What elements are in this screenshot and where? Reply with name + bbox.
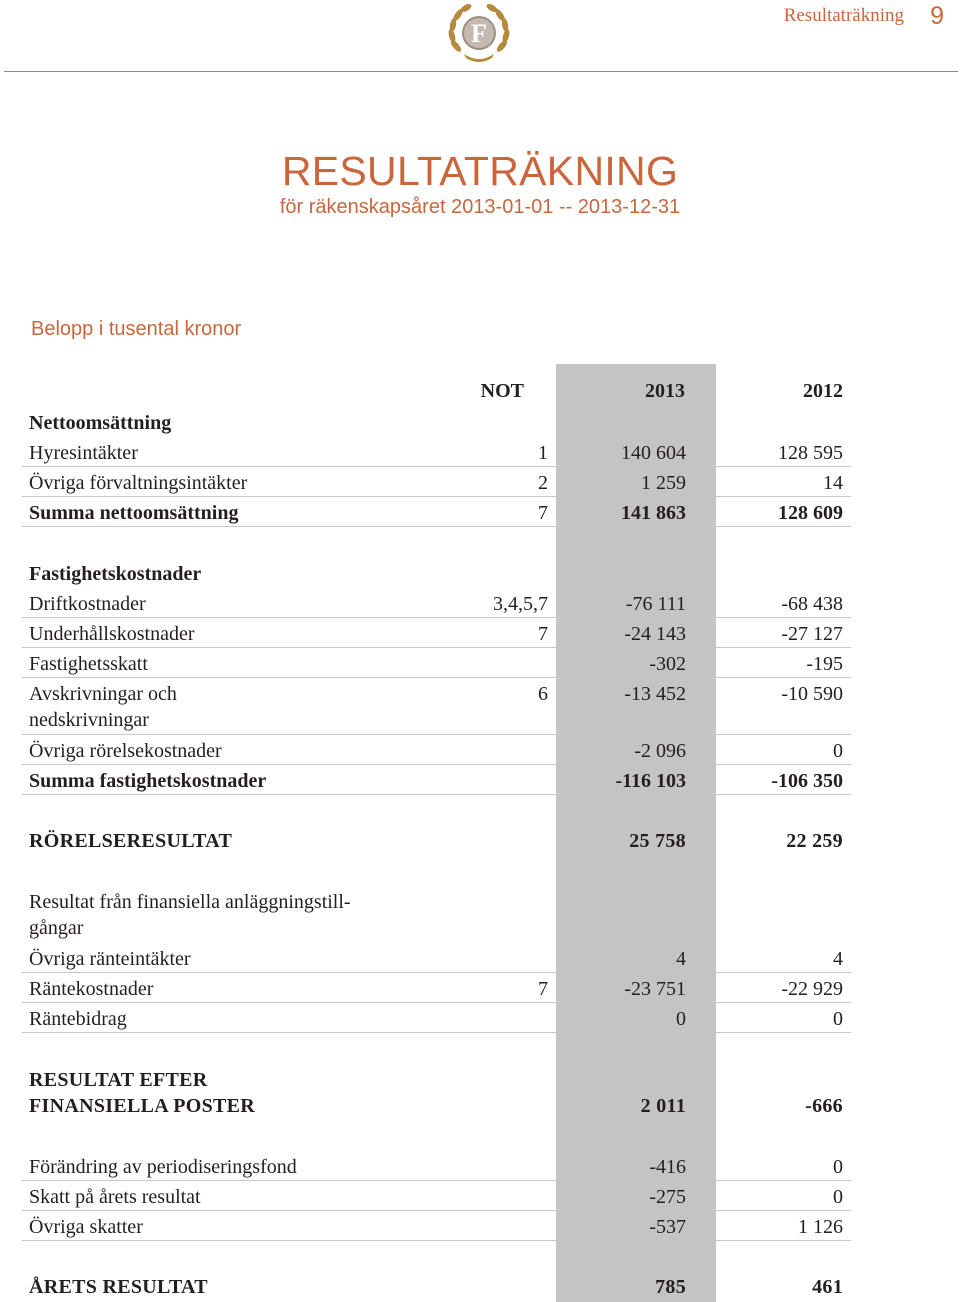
- row-value-2013: -537: [649, 1216, 686, 1238]
- row-value-2012: 22 259: [786, 830, 843, 852]
- row-label-line: RESULTAT EFTER: [29, 1069, 208, 1091]
- row-value-2012: 0: [833, 1156, 843, 1178]
- row-label: Övriga skatter: [29, 1216, 143, 1238]
- row-label: Hyresintäkter: [29, 442, 138, 464]
- row-label: Övriga förvaltningsintäkter: [29, 472, 248, 494]
- column-header-not: NOT: [480, 380, 524, 402]
- row-label: Förändring av periodiseringsfond: [29, 1156, 297, 1178]
- row-label: Summa fastighetskostnader: [29, 770, 267, 792]
- row-note: 2: [538, 472, 548, 494]
- row-label: Summa nettoomsättning: [29, 502, 239, 524]
- row-value-2012: 0: [833, 1186, 843, 1208]
- row-note: 6: [538, 683, 548, 705]
- row-label: RÖRELSERESULTAT: [29, 830, 233, 852]
- row-label-line: Avskrivningar och: [29, 683, 177, 705]
- column-header-2013: 2013: [645, 380, 685, 402]
- row-value-2012: 4: [833, 948, 843, 970]
- row-label-line: FINANSIELLA POSTER: [29, 1095, 256, 1117]
- row-note: 3,4,5,7: [493, 593, 548, 615]
- row-label: Fastighetsskatt: [29, 653, 148, 675]
- row-note: 1: [538, 442, 548, 464]
- row-label: [29, 681, 177, 733]
- table-row: [22, 437, 851, 467]
- row-label: Fastighetskostnader: [29, 563, 202, 585]
- row-value-2012: -106 350: [771, 770, 843, 792]
- row-value-2013: 0: [676, 1008, 686, 1030]
- table-row: [22, 1003, 851, 1033]
- table-row: [22, 735, 851, 765]
- row-value-2012: -666: [805, 1095, 843, 1117]
- section-heading-nettoomsattning: [22, 407, 851, 437]
- row-value-2012: 128 609: [778, 502, 843, 524]
- row-label-line: gångar: [29, 917, 84, 939]
- row-value-2013: -23 751: [624, 978, 686, 1000]
- row-value-2013: -302: [649, 653, 686, 675]
- row-label-line: Resultat från finansiella anläggningstill-: [29, 891, 351, 913]
- row-value-2013: 140 604: [621, 442, 686, 464]
- row-value-2013: -116 103: [615, 770, 686, 792]
- page-number: 9: [930, 2, 944, 30]
- row-value-2012: -68 438: [781, 593, 843, 615]
- row-label: Skatt på årets resultat: [29, 1186, 201, 1208]
- row-note: 7: [538, 978, 548, 1000]
- row-label: [29, 1067, 255, 1119]
- unit-note: Belopp i tusental kronor: [31, 318, 242, 340]
- table-row: [22, 973, 851, 1003]
- section-heading-finansiella: [22, 886, 851, 942]
- row-label: Underhållskostnader: [29, 623, 195, 645]
- row-value-2012: 14: [823, 472, 843, 494]
- row-value-2013: 2 011: [640, 1095, 686, 1117]
- row-label: Räntebidrag: [29, 1008, 127, 1030]
- row-note: 7: [538, 502, 548, 524]
- row-value-2012: 0: [833, 1008, 843, 1030]
- laurel-logo-icon: [444, 2, 514, 68]
- row-value-2013: -24 143: [624, 623, 686, 645]
- row-value-2013: -76 111: [625, 593, 686, 615]
- row-label: [29, 889, 351, 941]
- row-value-2013: -13 452: [624, 683, 686, 705]
- row-label: Övriga rörelsekostnader: [29, 740, 222, 762]
- row-value-2013: 4: [676, 948, 686, 970]
- summary-row: [22, 765, 851, 795]
- header-divider: [4, 71, 958, 72]
- row-value-2013: 785: [655, 1276, 686, 1298]
- section-heading-fastighetskostnader: [22, 558, 851, 588]
- row-label: Övriga ränteintäkter: [29, 948, 191, 970]
- row-value-2013: -416: [649, 1156, 686, 1178]
- row-value-2012: 1 126: [798, 1216, 843, 1238]
- row-label: Driftkostnader: [29, 593, 146, 615]
- table-row: [22, 1151, 851, 1181]
- row-value-2012: 461: [812, 1276, 843, 1298]
- table-row: [22, 1181, 851, 1211]
- page-subtitle: för räkenskapsåret 2013-01-01 -- 2013-12-31: [279, 196, 681, 218]
- row-note: 7: [538, 623, 548, 645]
- row-value-2012: -27 127: [781, 623, 843, 645]
- table-row: [22, 648, 851, 678]
- result-row-efter-finansiella: [22, 1064, 851, 1120]
- row-label: Nettoomsättning: [29, 412, 172, 434]
- summary-row: [22, 497, 851, 527]
- row-value-2012: 0: [833, 740, 843, 762]
- table-row: [22, 618, 851, 648]
- row-value-2012: 128 595: [778, 442, 843, 464]
- row-label: Räntekostnader: [29, 978, 154, 1000]
- table-row: [22, 1211, 851, 1241]
- table-row: [22, 943, 851, 973]
- row-value-2013: 1 259: [641, 472, 686, 494]
- row-value-2012: -10 590: [781, 683, 843, 705]
- table-row: [22, 678, 851, 735]
- company-logo: [444, 2, 514, 68]
- row-value-2012: -195: [806, 653, 843, 675]
- row-value-2012: -22 929: [781, 978, 843, 1000]
- row-value-2013: -2 096: [634, 740, 686, 762]
- running-title: Resultaträkning: [783, 5, 904, 26]
- page-title: RESULTATRÄKNING: [281, 148, 679, 194]
- row-label-line: nedskrivningar: [29, 709, 149, 731]
- table-row: [22, 467, 851, 497]
- row-value-2013: 141 863: [621, 502, 686, 524]
- row-label: ÅRETS RESULTAT: [29, 1276, 208, 1298]
- table-row: [22, 588, 851, 618]
- result-row-rorelseresultat: [22, 825, 851, 855]
- row-value-2013: -275: [649, 1186, 686, 1208]
- row-value-2013: 25 758: [629, 830, 686, 852]
- result-row-arets-resultat: [22, 1271, 851, 1301]
- column-header-2012: 2012: [803, 380, 843, 402]
- logo-letter: F: [471, 19, 487, 48]
